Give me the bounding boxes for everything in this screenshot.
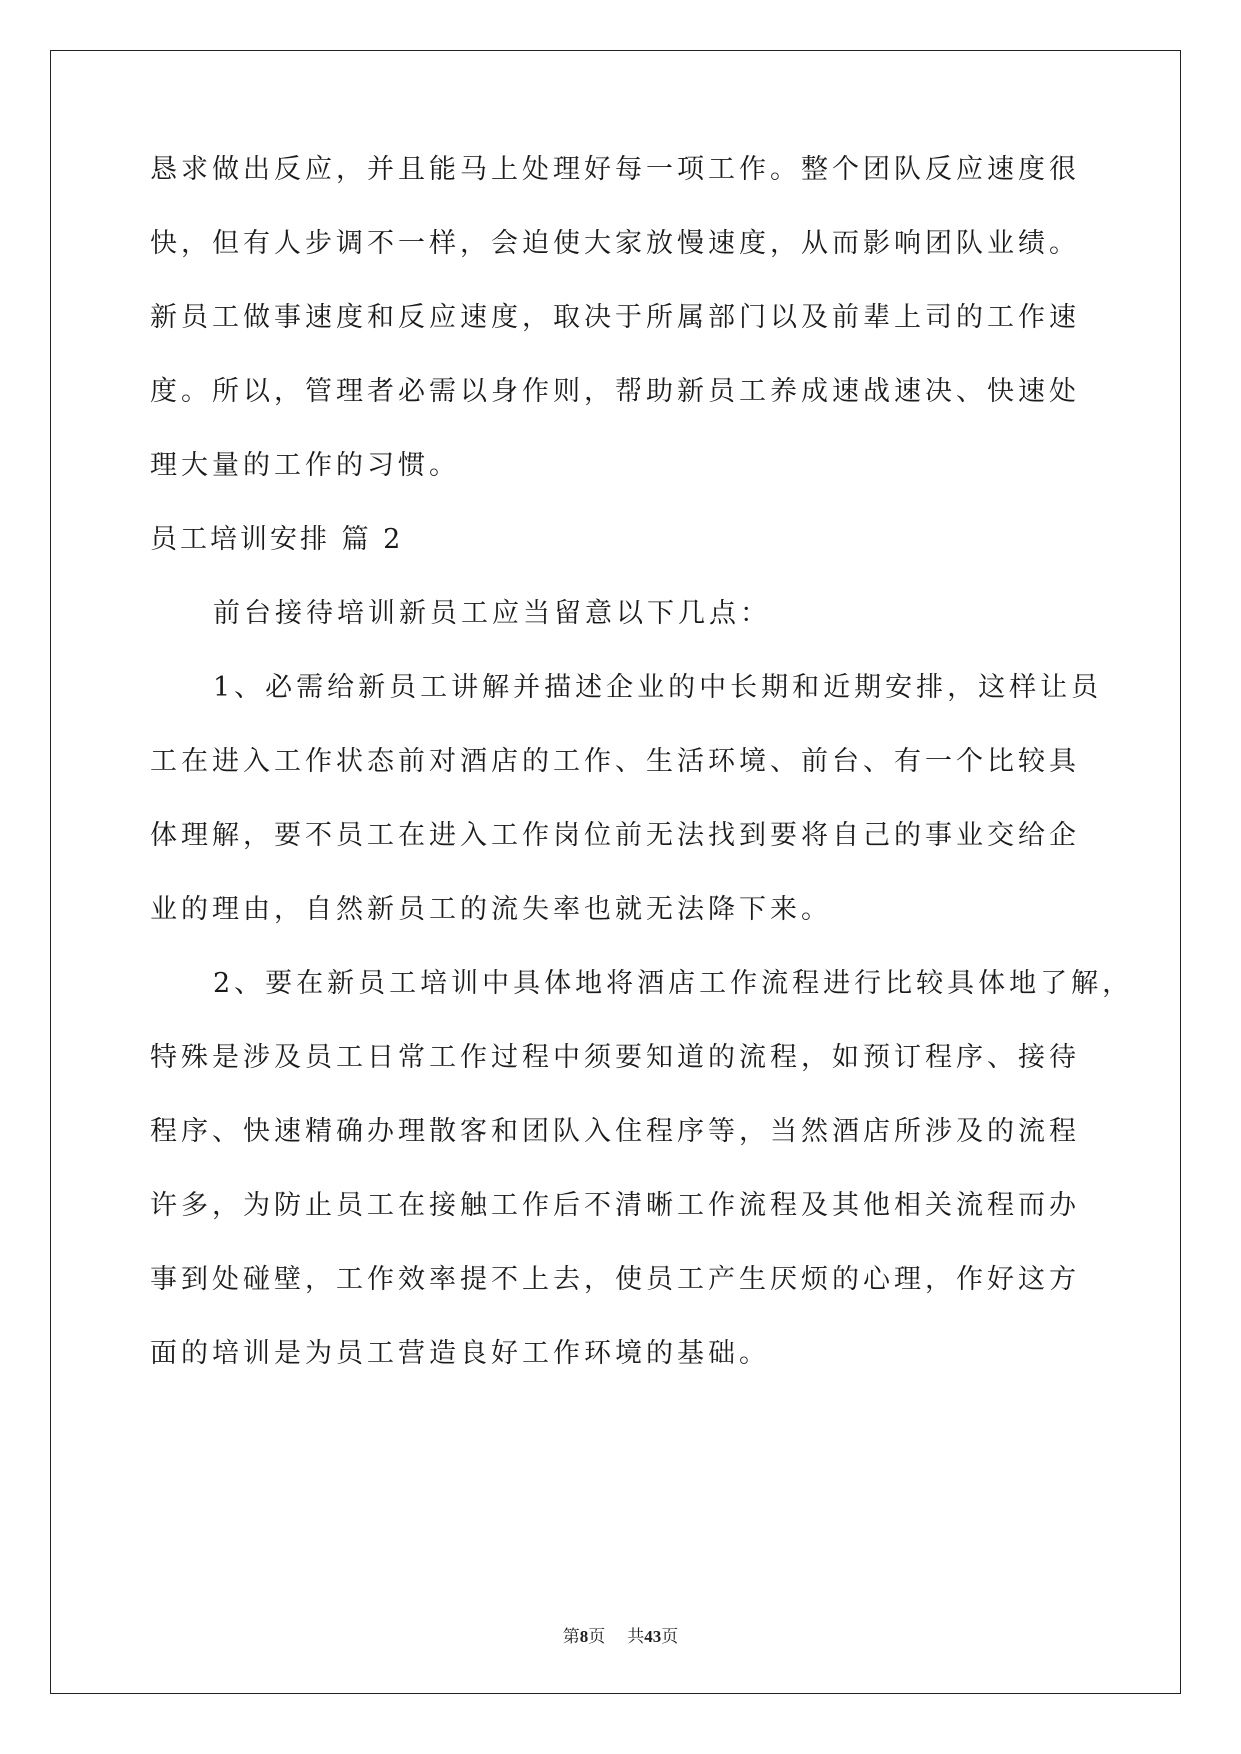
body-line: 事到处碰壁，工作效率提不上去，使员工产生厌烦的心理，作好这方 xyxy=(150,1264,1080,1295)
body-line: 面的培训是为员工营造良好工作环境的基础。 xyxy=(150,1338,770,1369)
body-line: 特殊是涉及员工日常工作过程中须要知道的流程，如预订程序、接待 xyxy=(150,1042,1080,1073)
body-line: 许多，为防止员工在接触工作后不清晰工作流程及其他相关流程而办 xyxy=(150,1190,1080,1221)
body-line: 前台接待培训新员工应当留意以下几点： xyxy=(213,598,771,629)
page-footer xyxy=(0,1622,1241,1647)
body-line: 新员工做事速度和反应速度，取决于所属部门以及前辈上司的工作速 xyxy=(150,302,1080,333)
body-line: 恳求做出反应，并且能马上处理好每一项工作。整个团队反应速度很 xyxy=(150,154,1080,185)
body-line: 工在进入工作状态前对酒店的工作、生活环境、前台、有一个比较具 xyxy=(150,746,1080,777)
body-line: 2、要在新员工培训中具体地将酒店工作流程进行比较具体地了解， xyxy=(213,968,1134,999)
body-line: 业的理由，自然新员工的流失率也就无法降下来。 xyxy=(150,894,832,925)
footer-page-word: 页 xyxy=(588,1627,606,1646)
footer-prefix: 第 xyxy=(562,1627,580,1646)
current-page-number: 8 xyxy=(579,1627,589,1646)
footer-total-prefix: 共 xyxy=(627,1627,645,1646)
body-line: 体理解，要不员工在进入工作岗位前无法找到要将自己的事业交给企 xyxy=(150,820,1080,851)
footer-total-suffix: 页 xyxy=(661,1627,679,1646)
page-border xyxy=(50,50,1181,1694)
body-line: 度。所以，管理者必需以身作则，帮助新员工养成速战速决、快速处 xyxy=(150,376,1080,407)
total-page-number: 43 xyxy=(644,1627,662,1646)
body-line: 快，但有人步调不一样，会迫使大家放慢速度，从而影响团队业绩。 xyxy=(150,228,1080,259)
body-line: 1、必需给新员工讲解并描述企业的中长期和近期安排，这样让员 xyxy=(213,672,1103,703)
body-line: 程序、快速精确办理散客和团队入住程序等，当然酒店所涉及的流程 xyxy=(150,1116,1080,1147)
body-line: 理大量的工作的习惯。 xyxy=(150,450,460,481)
section-heading: 员工培训安排 篇 2 xyxy=(150,524,404,555)
